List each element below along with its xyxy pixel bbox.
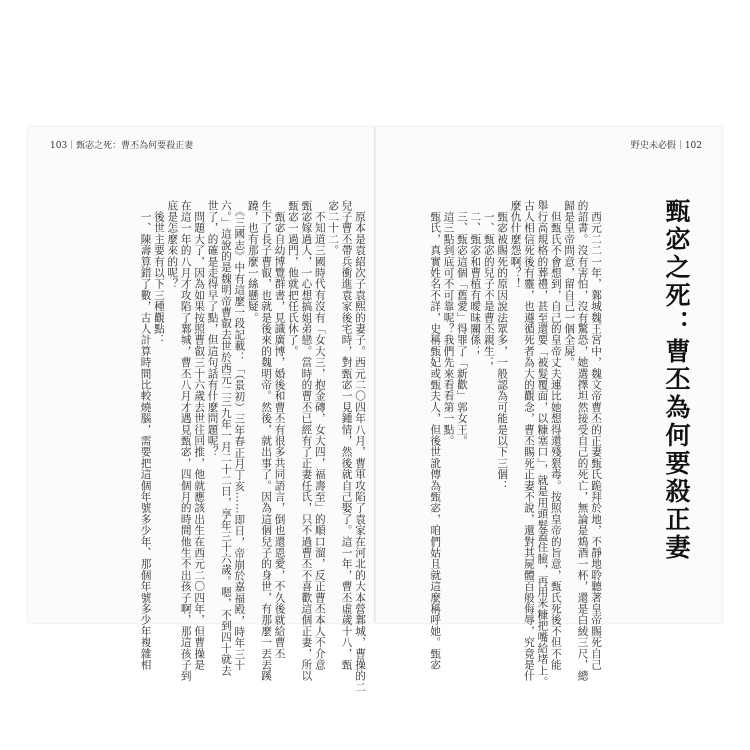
right-page-body	[387, 200, 602, 688]
text-column: 後世主要有以下三種觀點：	[152, 200, 165, 346]
text-column: 二、甄宓和曹植有曖昧關係；	[469, 200, 482, 357]
text-column: 三、甄宓這個「舊愛」得罪了「新歡」郭女王。	[455, 200, 468, 447]
text-column: 《三國志》中有這麼一段記載：「（景初）三年春正月丁亥……即日，帝崩於嘉福殿，時年三十	[233, 200, 246, 671]
text-column: 西元二二一年，鄴城魏王宮中，魏文帝曹丕的正妻甄氏跪拜於地，不靜地聆聽著皇帝賜死自己	[590, 200, 602, 671]
text-column: 甄宓自幼博覽群書，見識廣博，婚後和曹丕有很多共同語言，倒也還恩愛，不久後就給曹丕	[273, 200, 286, 660]
text-column: 的詔書。沒有害怕，沒有驚恐，她選擇坦然接受自己的死亡，無論是鴆酒一杯，還是白綾三尺，總	[576, 200, 589, 682]
text-column: 麼仇什麼怨啊？！	[509, 200, 522, 290]
text-column: 宓二十二。	[327, 200, 340, 256]
text-column: 舉行高規格的葬禮，甚至還要「被髮覆面，以糠塞口」，就是用頭髮蓋住臉，再用米糠把嘴給堵上。	[536, 200, 549, 688]
text-column: 底是怎麼來的呢？	[166, 200, 179, 290]
text-column: 問題大了，因為如果按照曹叡三十六歲去世往回推，他就應該出生在西元二〇四年，但曹操是	[193, 200, 206, 671]
text-column: 但甄氏不會想到，自己的皇帝丈夫連比她想得還殘狠毒。按照皇帝的旨意，甄氏死後不但不能	[549, 200, 562, 671]
text-column: 甄宓一過門，他就把任氏休了。	[286, 200, 299, 357]
text-column: 在這一年的八月才攻陷了鄴城，曹丕八月才遇見甄宓，四個月的時間他生不出孩子啊，那這孩子到	[179, 200, 192, 682]
text-column: 甄氏，真實姓名不詳，史稱甄妃或甄夫人，但後世訛傳為甄宓，咱們姑且就這麼稱呼她。甄宓	[429, 200, 442, 671]
text-column: 蹺，也有那麼一絲懸疑。	[246, 200, 259, 324]
right-page-header: 野史未必假｜102	[630, 141, 702, 151]
text-column: 甄宓被賜死的原因說法眾多，一般認為可能是以下三個：	[496, 200, 509, 492]
book-gutter	[374, 127, 376, 623]
text-column: 世了，的確是走得早了點，但這句話有什麼問題呢？	[206, 200, 219, 458]
text-column: 歸是皇帝問意，留自己一個全屍。	[563, 200, 576, 368]
text-column: 兒子曹丕帶兵衝進袁家後宅時，對甄宓一見鍾情，然後就自己娶了。這一年，曹丕虛歲十八，甄	[340, 200, 353, 671]
text-column: 原本是袁紹次子袁熙的妻子。西元二〇四年八月，曹軍攻陷了袁家在河北的大本營鄴城，曹操的二	[354, 200, 366, 693]
text-column: 一、陳壽算錯了數，古人計算時間比較燒腦，需要把這個年號多少年、那個年號多少年複雜相	[139, 200, 152, 671]
left-page-body	[48, 200, 366, 693]
chapter-title: 甄宓之死：曹丕為何要殺正妻	[662, 198, 691, 562]
text-column: 不知道三國時代有沒有「女大三，抱金磚，女大四，福壽至」的順口溜，反正曹丕本人不介意	[313, 200, 326, 671]
text-column: 六。」這說的是魏明帝曹叡去世於西元二三九年一月二十二日，享年三十六歲。嗯，不到四十就去	[219, 200, 232, 677]
text-column: 生下了長子曹叡，也就是後來的魏明帝。然後，就出事了。因為這個兒子的身世，有那麼一丟丟蹊	[260, 200, 273, 682]
text-column: 一、甄宓的兒子不是曹丕親生；	[482, 200, 495, 368]
text-column: 古人相信死後有靈，也遵循死者為大的觀念，曹丕賜死正妻不說，還對其屍體百般侮辱，究竟是什	[522, 200, 535, 682]
left-page-header: 103｜甄宓之死：曹丕為何要殺正妻	[50, 141, 194, 151]
text-column: 甄宓嫁過人，一心想搞姐弟戀。當時的曹丕已經有了正妻任氏，只不過曹丕不喜歡這個正妻，所以	[300, 200, 313, 682]
text-column: 這三點到底可不可靠呢？我們先來看看第一點。	[442, 200, 455, 447]
